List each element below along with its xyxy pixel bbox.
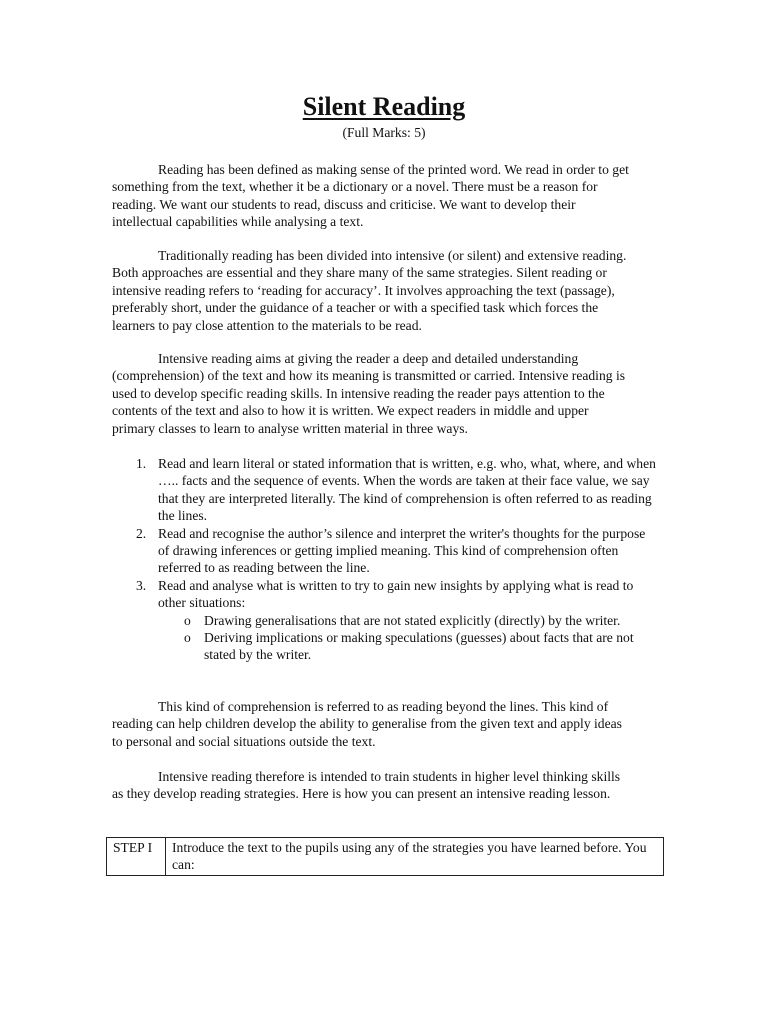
steps-table: [106, 837, 664, 876]
list-item-1-text: Read and learn literal or stated information that is written, e.g. who, what, where, and when ….. facts and the sequence of events. When the words are taken at their face value, we say that they are interpreted literally. The kind of comprehension is often referred to as reading the lines.: [158, 456, 656, 524]
paragraph-1: [112, 161, 632, 231]
paragraph-3: [112, 350, 632, 437]
document-title: Silent Reading: [302, 92, 466, 121]
document-subtitle: (Full Marks: 5): [342, 125, 426, 140]
list-item-2-number: 2.: [136, 525, 147, 541]
sub-list: [158, 612, 657, 664]
list-item-3: [112, 577, 657, 664]
table-row: [107, 838, 664, 876]
list-item-2-text: Read and recognise the author’s silence and interpret the writer's thoughts for the purpose of drawing inferences or getting implied meaning. This kind of comprehension often referred to as reading between the line.: [158, 525, 646, 576]
paragraph-4: [112, 698, 632, 750]
list-item-2: [112, 525, 657, 577]
paragraph-1-text: Reading has been defined as making sense of the printed word. We read in order to get something from the text, whether it be a dictionary or a novel. There must be a reason for reading. We want our students to read, discuss and criticise. We want to develop their intellectual capabilities while analysing a text.: [112, 162, 629, 230]
step-description: Introduce the text to the pupils using any of the strategies you have learned before. You can:: [166, 838, 664, 876]
numbered-list: [112, 455, 657, 664]
list-item-1-number: 1.: [136, 456, 147, 471]
bullet-icon: o: [184, 630, 191, 646]
paragraph-3-text: Intensive reading aims at giving the reader a deep and detailed understanding (comprehension) of the text and how its meaning is transmitted or carried. Intensive reading is used to develop specific reading skills. In intensive reading the reader pays attention to the contents of the text and also to how it is written. We expect readers in middle and upper primary classes to learn to analyse written material in three ways.: [112, 351, 626, 436]
bullet-icon: o: [184, 612, 191, 628]
sub-list-item-1: [158, 612, 657, 629]
step-label: STEP I: [107, 838, 166, 876]
paragraph-4-text: This kind of comprehension is referred to as reading beyond the lines. This kind of reading can help children develop the ability to generalise from the given text and apply ideas to personal and social situations outside the text.: [112, 699, 622, 749]
sub-list-item-1-text: Drawing generalisations that are not stated explicitly (directly) by the writer.: [204, 612, 621, 628]
paragraph-5-text: Intensive reading therefore is intended to train students in higher level thinking skills as they develop reading strategies. Here is how you can present an intensive reading lesson.: [112, 769, 621, 802]
list-item-1: [112, 455, 657, 525]
sub-list-item-2-text: Deriving implications or making speculations (guesses) about facts that are not stated by the writer.: [204, 630, 634, 663]
paragraph-2: [112, 247, 632, 334]
paragraph-5: [112, 768, 632, 803]
sub-list-item-2: [158, 629, 657, 664]
list-item-3-text: Read and analyse what is written to try to gain new insights by applying what is read to other situations:: [158, 577, 634, 611]
list-item-3-number: 3.: [136, 577, 147, 593]
paragraph-2-text: Traditionally reading has been divided into intensive (or silent) and extensive reading. Both approaches are essential and they share many of the same strategies. Silent reading or intensive reading refers to ‘reading for accuracy’. It involves approaching the text (passage), preferably short, under the guidance of a teacher or with a specified task which forces the learners to pay close attention to the materials to be read.: [112, 248, 627, 333]
